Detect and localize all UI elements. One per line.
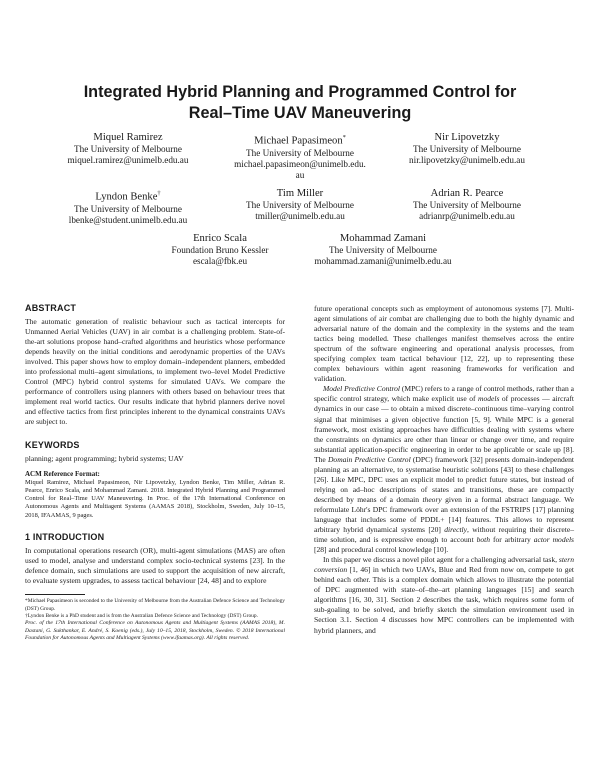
author-affiliation: The University of Melbourne [246,200,354,210]
author-email: lbenke@student.unimelb.edu.au [68,214,188,225]
author-name: Enrico Scala [193,233,247,244]
author-email: nir.lipovetzky@unimelb.edu.au [409,155,525,166]
paper-title [40,82,560,124]
author-email: michael.papasimeon@unimelb.edu. [234,158,366,169]
acm-reference-text: Miquel Ramirez, Michael Papasimeon, Nir Lipovetzky, Lyndon Benke, Tim Miller, Adrian R. Pearce, Enrico Scala, and Mohammad Zamani. 2018. Integrated Hybrid Planning and Programmed Control for Real–Time UAV Maneuvering. In Proc. of the 17th International Conference on Autonomous Agents and Multiagent Systems (AAMAS 2018), Stockholm, Sweden, July 10–15, 2018, IFAAMAS, 9 pages. [25,478,285,519]
author-block [145,232,295,267]
author-block [298,232,468,267]
author-email: mohammad.zamani@unimelb.edu.au [314,256,452,267]
author-email-continued: au [295,169,305,180]
author-email: tmiller@unimelb.edu.au [255,211,345,222]
author-name: Adrian R. Pearce [430,188,504,199]
author-name: Tim Miller [276,188,324,199]
title-line-2: Real–Time UAV Maneuvering [188,104,412,122]
footnote-rule [25,594,85,595]
author-block [392,187,542,222]
author-email: miquel.ramirez@unimelb.edu.au [67,155,189,166]
author-affiliation: The University of Melbourne [74,144,182,154]
abstract-heading: ABSTRACT [25,303,77,313]
proceedings-notice: Proc. of the 17th International Conference on Autonomous Agents and Multiagent Systems (AAMAS 2018), M. Dastani, G. Sukthankar, E. André, S. Koenig (eds.), July 10–15, 2018, Stockholm, Sweden. © 2018 International Foundation for Autonomous Agents and Multiagent Systems (www.ifaamas.org). All rights reserved. [25,620,285,641]
author-block [58,131,198,166]
introduction-paragraph: In computational operations research (OR), multi-agent simulations (MAS) are often used to model, analyse and understand complex socio-technical systems [23]. In the defence domain, such simulations are used to support the acquisition of new aircraft, to evaluate system upgrades, to assess tactical behaviour [24, 48] and to explore [25,546,285,586]
left-column [25,302,285,642]
author-email: escala@fbk.eu [192,256,248,267]
title-line-1: Integrated Hybrid Planning and Programmed Control for [83,83,517,101]
author-affiliation: The University of Melbourne [74,203,182,214]
acm-reference-heading: ACM Reference Format: [25,469,100,478]
author-block [220,131,380,181]
body-paragraph-mpc: Model Predictive Control (MPC) refers to a range of control methods, rather than a specific control strategy, which make explicit use of models of processes — aircraft dynamics in our case — to obtain a mixed discrete–continuous time–varying control signal that minimises a given objective function [5, 9]. While MPC is a general framework, most existing approaches have difficulties dealing with systems where the constraints on dynamics are other than linear or change over time, and require substantial application-specific engineering in order to be applicable or scale up [8]. The Domain Predictive Control (DPC) framework [32] presents domain-independent planning as an alternative, to systematise heuristic solutions [43] to these challenges [26]. Like MPC, DPC uses an explicit model to predict future states, but instead of relying on ad–hoc descriptions of states and transitions, these are compactly described by means of a domain theory given in a formal abstract language. We reformulate Löhr's DPC framework over an extension of the FSTRIPS [17] planning language that includes some of PDDL+ [14] features. This allows to represent arbitrary hybrid dynamical systems [20] directly, without requiring their discrete–time solution, and is expressive enough to account both for arbitrary actor models [28] and procedural control knowledge [10]. [314,384,574,555]
right-column [314,304,574,636]
keywords-text: planning; agent programming; hybrid systems; UAV [25,453,184,463]
author-block [392,131,542,166]
introduction-heading: 1 INTRODUCTION [25,532,105,543]
author-name: Nir Lipovetzky [434,132,500,143]
footnote-benke: †Lyndon Benke is a PhD student and is from the Australian Defence Science and Technology (DST) Group. [25,612,258,619]
author-affiliation: The University of Melbourne [413,144,521,154]
body-paragraph: future operational concepts such as employment of autonomous systems [7]. Multi-agent simulations of air combat are challenging due to both the highly dynamic and adversarial nature of the domain and the complexity in the systems and the team tactics being modelled. These challenges manifest themselves across the entire spectrum of the software engineering and operational analysis processes, from specifying complex team tactical behaviour [12, 22], up to representing these complex behaviours within agent reasoning frameworks for verification and validation. [314,304,574,384]
body-paragraph-contribution: In this paper we discuss a novel pilot agent for a challenging adversarial task, stern conversion [1, 46] in which two UAVs, Blue and Red from now on, compete to get behind each other. This is a complex domain which allows to illustrate the potential of DPC augmented with state–of–the–art planning languages [15] and search algorithms [16, 30, 31]. Section 2 describes the task, which requires some form of sub-goaling to be solved, and briefly sketch the simulation environment used in Section 3.1. Section 4 discusses how MPC controllers can be implemented with hybrid planners, and [314,555,574,635]
author-name: Lyndon Benke† [95,190,161,203]
footnote-papasimeon: *Michael Papasimeon is seconded to the University of Melbourne from the Australian Defence Science and Technology (DST) Group. [25,598,285,612]
author-name: Michael Papasimeon* [254,134,346,147]
author-block [58,187,198,226]
author-name: Miquel Ramirez [93,132,163,143]
abstract-text: The automatic generation of realistic behaviour such as tactical intercepts for Unmanned Aerial Vehicles (UAV) in air combat is a challenging problem. State-of-the-art solutions propose hand–crafted algorithms and heuristics whose performance depends heavily on the initial conditions and aerodynamic properties of the UAVs involved. This paper shows how to employ domain–independent planners, embedded into professional multi–agent simulations, to implement two–level Model Predictive Control (MPC) hybrid control systems for simulated UAVs. We compare the performance of controllers using planners with others based on behaviour trees that implement real world tactics. Our results indicate that hybrid planners derive novel and effective tactics from first principles inherent to the dynamical constraints UAVs are subject to. [25,317,285,427]
author-block [220,187,380,222]
keywords-heading: KEYWORDS [25,439,80,450]
author-email: adrianrp@unimelb.edu.au [419,211,515,222]
author-affiliation: The University of Melbourne [329,245,437,255]
author-affiliation: Foundation Bruno Kessler [171,245,269,255]
author-affiliation: The University of Melbourne [413,200,521,210]
author-affiliation: The University of Melbourne [246,147,354,158]
author-name: Mohammad Zamani [339,233,427,244]
